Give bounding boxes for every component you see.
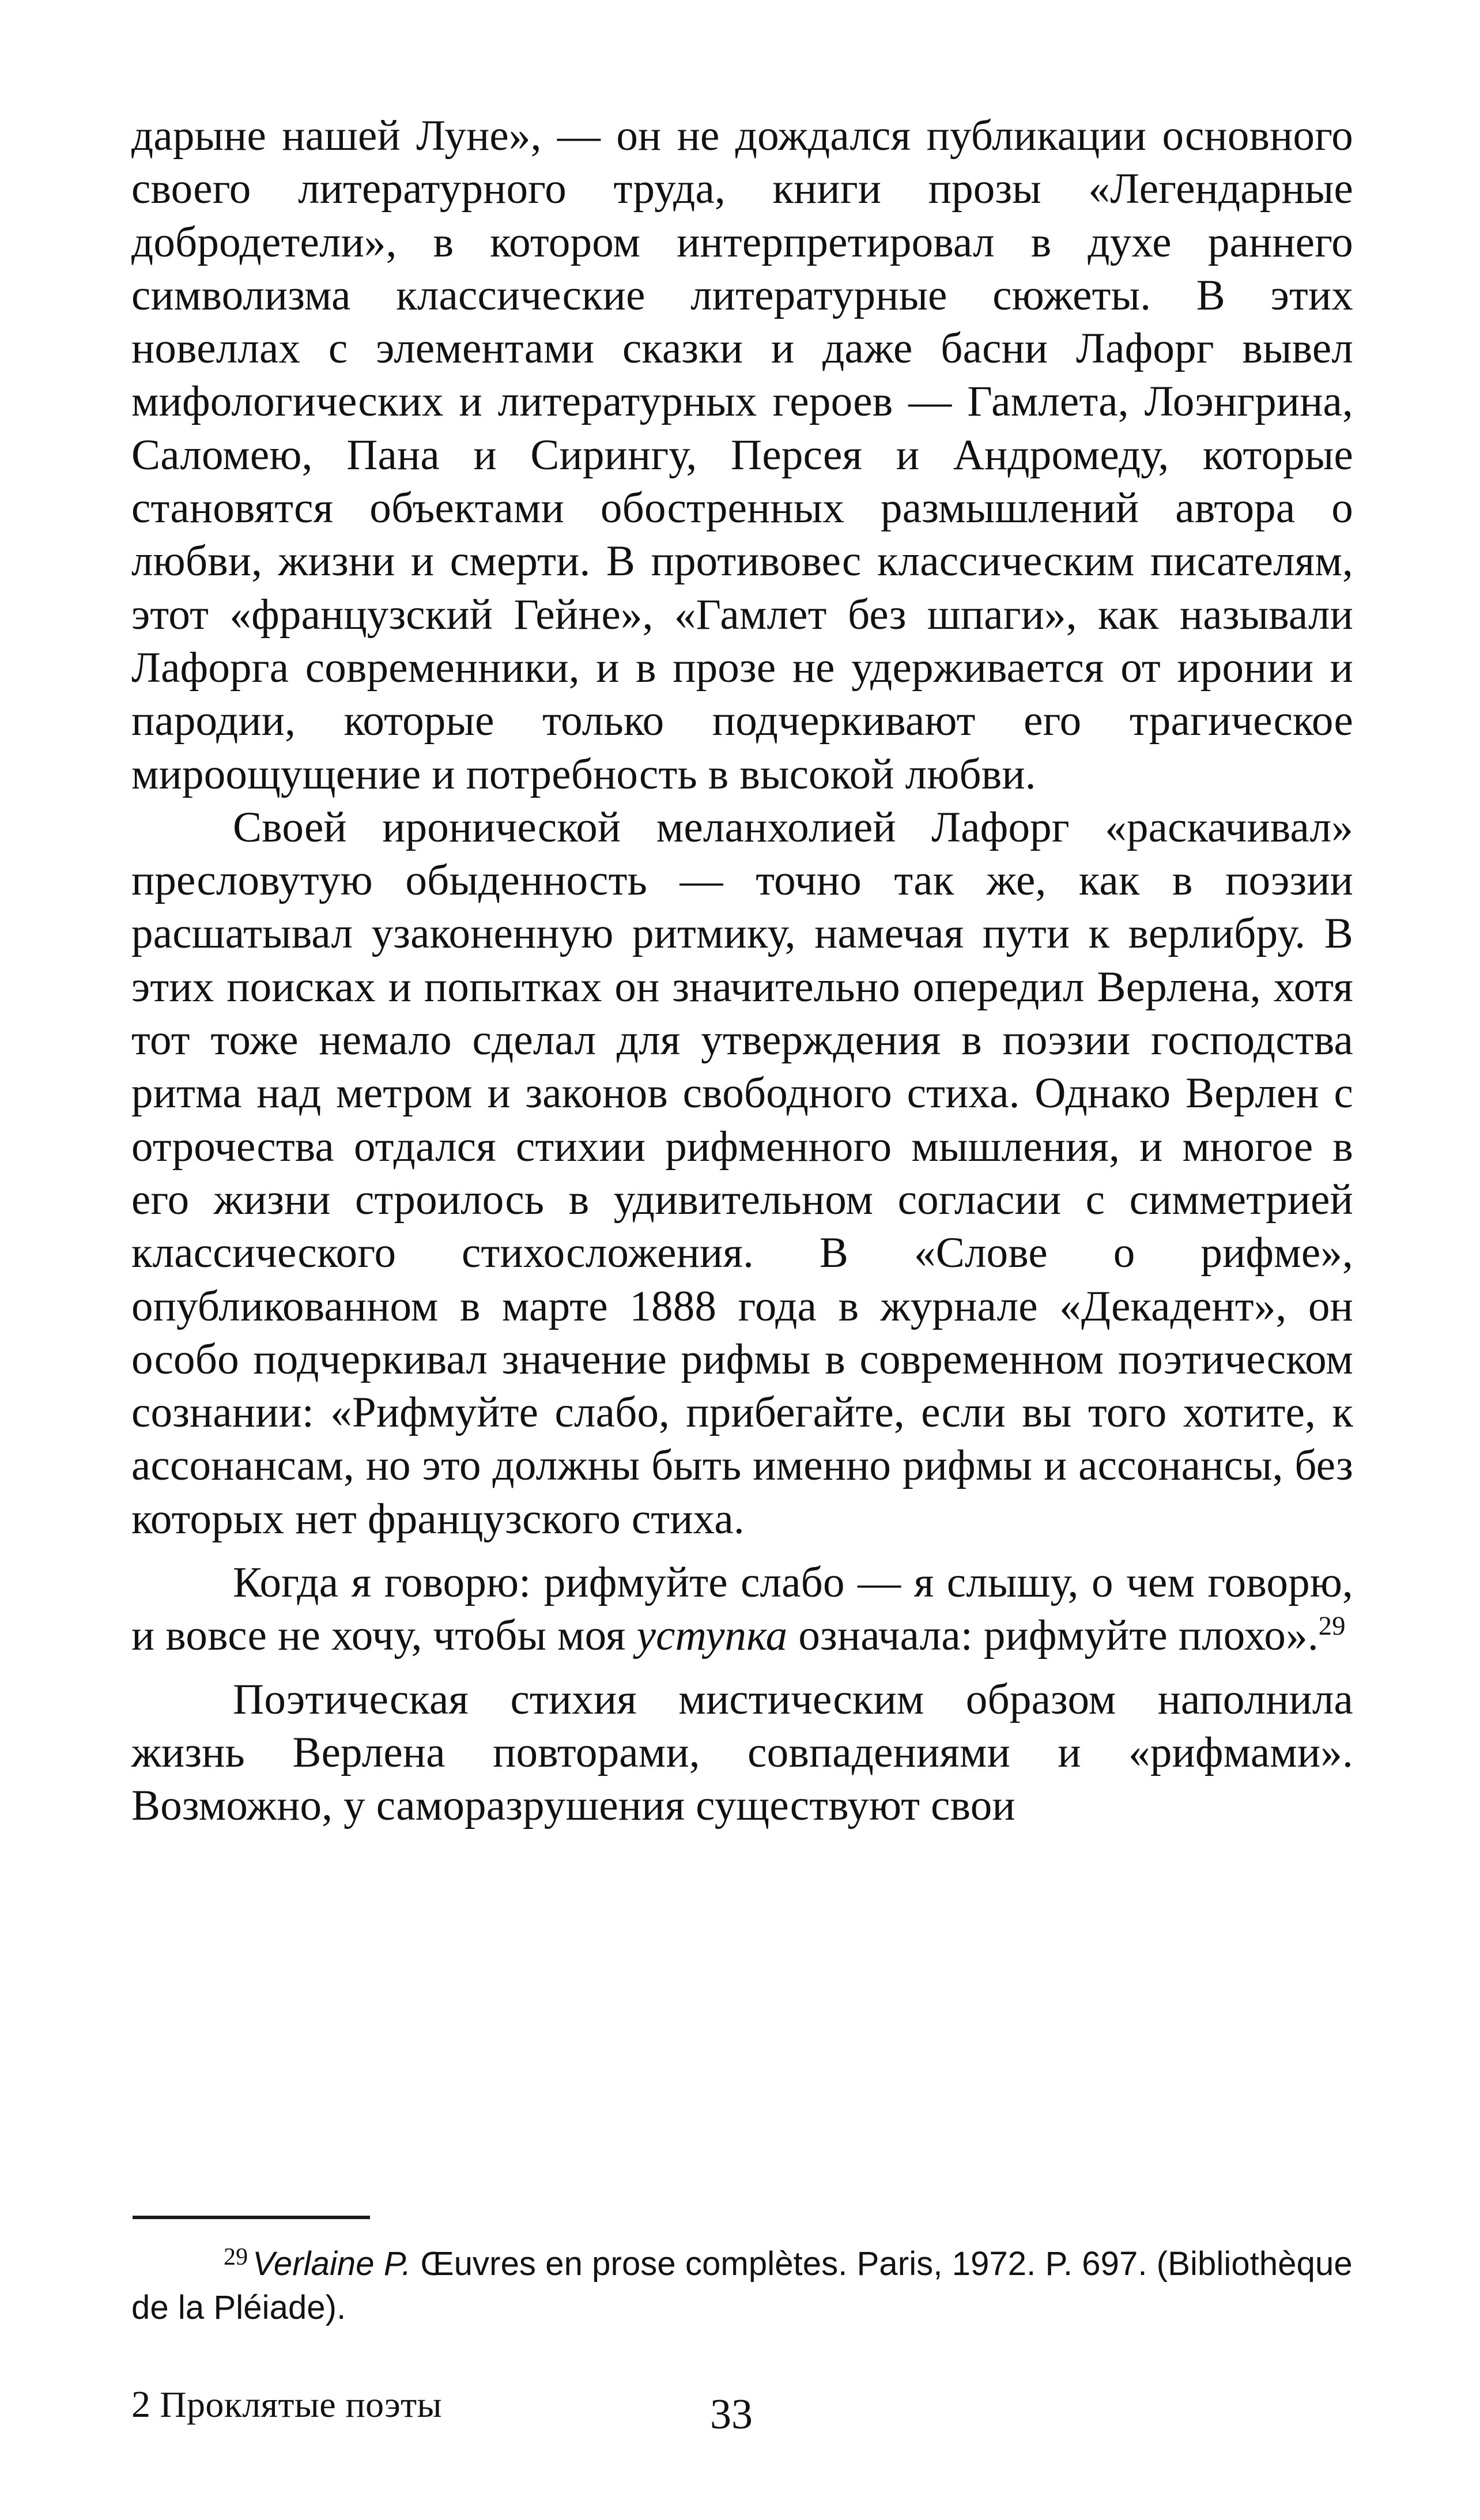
page-number: 33 [710,2391,753,2438]
italic-word: уступка [636,1612,788,1660]
sheet-number: 2 [131,2383,151,2425]
book-short-title: Проклятые поэты [160,2384,442,2425]
running-footer [131,2382,442,2428]
paragraph-laforgue-melancholy: Своей иронической меланхолией Лафорг «раскачивал» пресловутую обыденность — точно так же, как в поэзии расшатывал узаконенную ритмику, намечая пути к верлибру. В этих поисках и попытках он значительно опередил Верлена, хотя тот тоже немало сделал для утверждения в поэзии господства ритма над метром и законов свободного стиха. Однако Верлен с отрочества отдался стихии рифменного мышления, и многое в его жизни строилось в удивительном согласии с симметрией классического стихосложения. В «Слове о рифме», опубликованном в марте 1888 года в журнале «Декадент», он особо подчеркивал значение рифмы в современном поэтическом сознании: «Рифмуйте слабо, прибегайте, если вы того хотите, к ассонансам, но это должны быть именно рифмы и ассонансы, без которых нет французского стиха. [131,803,1353,1543]
body-text [131,110,1353,1833]
quote-text-end: означала: рифмуйте плохо». [787,1612,1319,1660]
footnote-reference[interactable]: 29 [1318,1612,1346,1642]
footnote-number: 29 [224,2244,248,2270]
footnote-divider [133,2216,370,2219]
footnote-citation: Œuvres en prose complètes. Paris, 1972. P. 697. (Bibliothèque de la Pléiade). [131,2245,1353,2326]
paragraph-continuation: дарыне нашей Луне», — он не дождался публикации основного своего литературного труда, книги прозы «Легендарные добродетели», в котором интерпретировал в духе раннего символизма классические литературные сюжеты. В этих новеллах с элементами сказки и даже басни Лафорг вывел мифологических и литературных героев — Гамлета, Лоэнгрина, Саломею, Пана и Сирингу, Персея и Андромеду, которые становятся объектами обостренных размышлений автора о любви, жизни и смерти. В противовес классическим писателям, этот «французский Гейне», «Гамлет без шпаги», как называли Лафорга современники, и в прозе не удерживается от иронии и пародии, которые только подчеркивают его трагическое мироощущение и потребность в высокой любви. [131,112,1353,798]
quote-text-start: Когда я говорю: рифмуйте слабо — я слышу, о чем говорю, и вовсе не хочу, чтобы моя [131,1559,1353,1660]
footnote [131,2235,1353,2330]
paragraph-verlaine-quote [131,1556,1353,1663]
paragraph-poetic-element: Поэтическая стихия мистическим образом наполнила жизнь Верлена повторами, совпадениями и «рифмами». Возможно, у саморазрушения существуют свои [131,1675,1353,1830]
footnote-author: Verlaine P. [252,2245,411,2283]
